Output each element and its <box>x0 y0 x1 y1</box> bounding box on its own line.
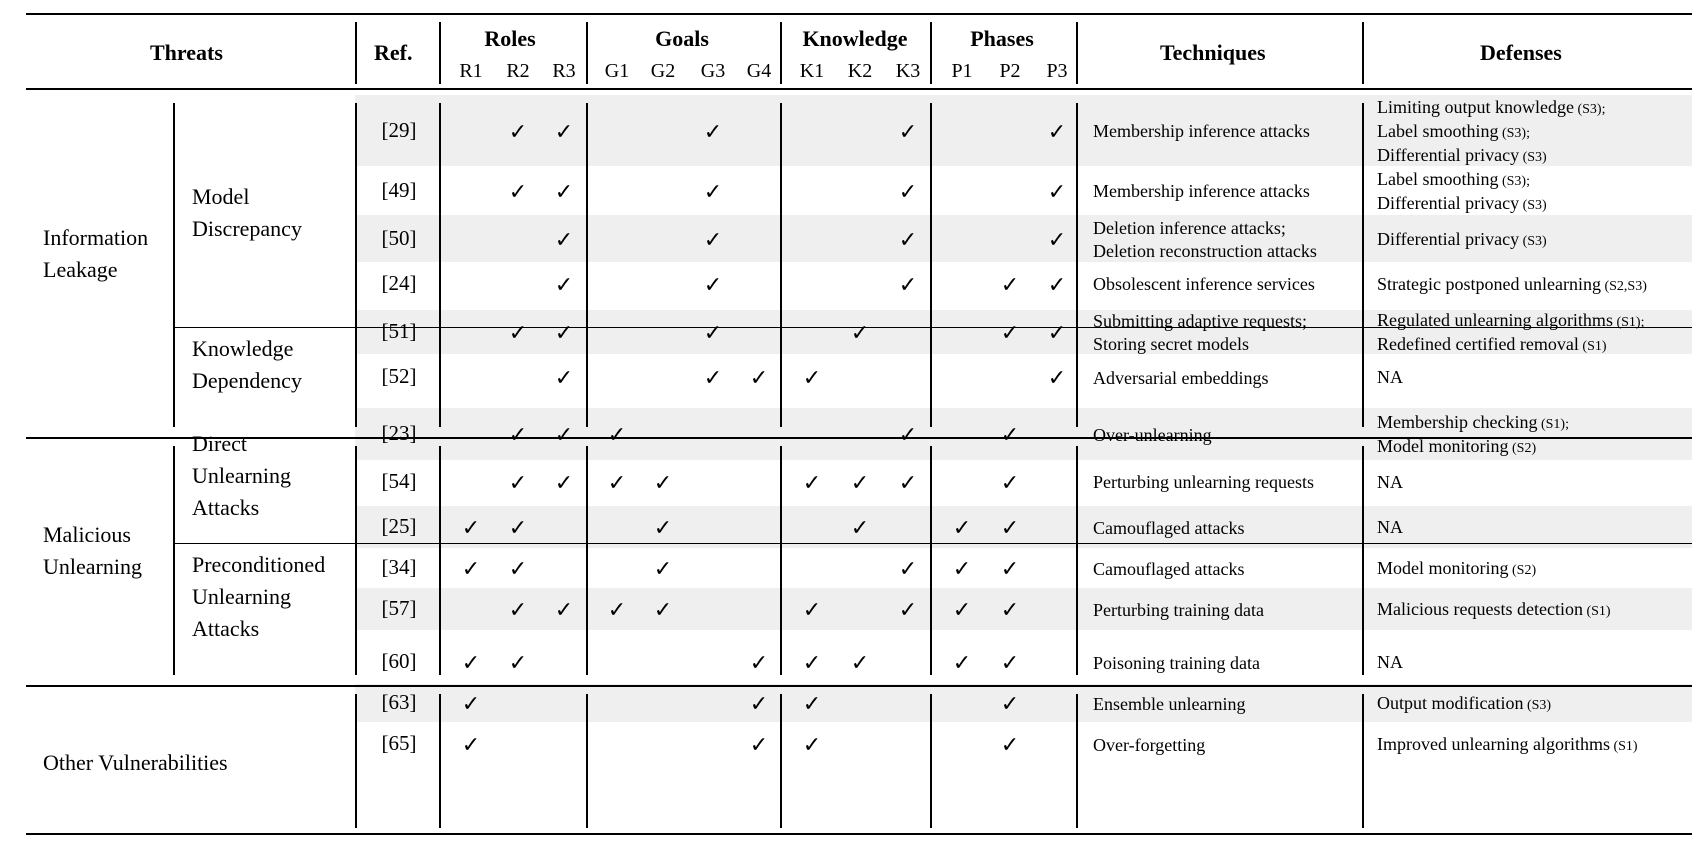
category-label: Malicious <box>43 522 131 547</box>
column-rule <box>439 446 441 675</box>
defense-name: NA <box>1377 517 1403 537</box>
ref-cell: [51] <box>381 319 417 343</box>
ref-cell: [29] <box>381 117 417 142</box>
check-mark: ✓ <box>1047 178 1067 204</box>
category-label: Leakage <box>43 257 118 282</box>
defense-scope: (S2) <box>1508 563 1537 578</box>
defense-text <box>1377 559 1536 578</box>
header-r2: R2 <box>506 60 530 82</box>
defense-text <box>1377 335 1607 354</box>
column-rule <box>1362 103 1364 427</box>
check-mark: ✓ <box>554 226 574 252</box>
check-mark: ✓ <box>1000 691 1020 716</box>
technique-text: Over-unlearning <box>1093 424 1212 445</box>
check-mark: ✓ <box>508 320 528 345</box>
column-rule <box>439 103 441 427</box>
column-rule <box>1076 446 1078 675</box>
defense-name: Redefined certified removal <box>1377 334 1579 354</box>
check-mark: ✓ <box>952 650 972 675</box>
check-mark: ✓ <box>749 732 769 757</box>
ref-cell: [54] <box>381 468 417 493</box>
defense-text <box>1377 735 1638 754</box>
check-mark: ✓ <box>1000 732 1020 757</box>
check-mark: ✓ <box>653 556 673 581</box>
ref-cell: [50] <box>381 225 417 250</box>
check-mark: ✓ <box>508 556 528 581</box>
header-roles: Roles <box>484 26 536 51</box>
check-mark: ✓ <box>461 650 481 675</box>
check-mark: ✓ <box>802 691 822 716</box>
check-mark: ✓ <box>508 422 528 447</box>
column-rule <box>586 103 588 427</box>
check-mark: ✓ <box>554 271 574 297</box>
header-g1: G1 <box>604 60 630 82</box>
check-mark: ✓ <box>850 320 870 345</box>
defense-text <box>1377 694 1551 713</box>
defense-text <box>1377 413 1569 432</box>
check-mark: ✓ <box>898 271 918 297</box>
subcategory-label: Unlearning <box>192 584 291 609</box>
check-mark: ✓ <box>1000 597 1020 622</box>
defense-scope: (S1); <box>1537 417 1569 432</box>
header-p2: P2 <box>999 60 1021 82</box>
defense-scope: (S1); <box>1612 315 1645 330</box>
header-threats: Threats <box>150 40 223 65</box>
defense-scope: (S1) <box>1609 739 1638 754</box>
technique-text: Perturbing training data <box>1093 599 1264 620</box>
ref-cell: [63] <box>381 690 417 714</box>
check-mark: ✓ <box>554 597 574 622</box>
header-g2: G2 <box>650 60 676 82</box>
ref-cell: [34] <box>381 555 417 579</box>
column-rule <box>930 103 932 427</box>
subcategory-label: Preconditioned <box>192 552 326 577</box>
check-mark: ✓ <box>1047 271 1067 297</box>
column-rule <box>439 694 441 828</box>
check-mark: ✓ <box>703 118 723 144</box>
subcategory-label: Unlearning <box>192 463 291 488</box>
check-mark: ✓ <box>952 556 972 581</box>
header-k2: K2 <box>847 60 873 82</box>
defense-name: Strategic postponed unlearning <box>1377 273 1601 294</box>
technique-text: Membership inference attacks <box>1093 181 1310 201</box>
defense-name: Regulated unlearning algorithms <box>1377 310 1613 330</box>
check-mark: ✓ <box>653 515 673 540</box>
defense-text <box>1377 98 1605 117</box>
header-knowledge: Knowledge <box>802 26 908 51</box>
check-mark: ✓ <box>1047 226 1067 252</box>
check-mark: ✓ <box>802 650 822 675</box>
check-mark: ✓ <box>850 650 870 675</box>
defense-name: Label smoothing <box>1377 168 1499 189</box>
check-mark: ✓ <box>952 597 972 622</box>
header-g4: G4 <box>746 60 772 82</box>
technique-text: Camouflaged attacks <box>1093 517 1245 538</box>
defense-scope: (S3); <box>1498 173 1530 189</box>
check-mark: ✓ <box>508 515 528 540</box>
defense-name: Model monitoring <box>1377 436 1509 456</box>
technique-text: Ensemble unlearning <box>1093 693 1246 714</box>
check-mark: ✓ <box>1000 556 1020 581</box>
header-defenses: Defenses <box>1480 40 1562 65</box>
check-mark: ✓ <box>898 597 918 622</box>
subcategory-label: Discrepancy <box>192 216 302 241</box>
header-techniques: Techniques <box>1160 40 1266 65</box>
check-mark: ✓ <box>802 597 822 622</box>
check-mark: ✓ <box>1000 271 1020 297</box>
header-phases: Phases <box>970 26 1034 51</box>
defense-name: NA <box>1377 652 1403 672</box>
check-mark: ✓ <box>703 178 723 204</box>
check-mark: ✓ <box>749 365 769 390</box>
check-mark: ✓ <box>850 469 870 495</box>
check-mark: ✓ <box>461 515 481 540</box>
subgroup-rule <box>174 543 1692 544</box>
defense-scope: (S3) <box>1523 698 1552 713</box>
technique-text: Camouflaged attacks <box>1093 558 1245 579</box>
check-mark: ✓ <box>1047 365 1067 390</box>
defense-text <box>1377 600 1611 619</box>
column-rule <box>780 694 782 828</box>
check-mark: ✓ <box>554 469 574 495</box>
defense-scope: (S2,S3) <box>1600 278 1647 294</box>
defense-scope: (S1) <box>1578 339 1607 354</box>
column-rule <box>355 22 357 84</box>
category-label: Other Vulnerabilities <box>43 750 228 775</box>
technique-text: Perturbing unlearning requests <box>1093 472 1314 492</box>
check-mark: ✓ <box>461 556 481 581</box>
category-label: Information <box>43 225 149 250</box>
technique-text: Storing secret models <box>1093 334 1249 354</box>
defense-scope: (S1) <box>1582 604 1611 619</box>
defense-scope: (S2) <box>1508 441 1537 456</box>
defense-name: Label smoothing <box>1377 120 1499 141</box>
check-mark: ✓ <box>1047 320 1067 345</box>
defense-name: Output modification <box>1377 693 1524 713</box>
check-mark: ✓ <box>898 469 918 495</box>
ref-cell: [49] <box>381 177 417 202</box>
check-mark: ✓ <box>1047 118 1067 144</box>
check-mark: ✓ <box>703 320 723 345</box>
defense-text <box>1377 275 1647 294</box>
defense-name: Improved unlearning algorithms <box>1377 734 1610 754</box>
defense-name: Differential privacy <box>1377 228 1520 249</box>
column-rule <box>355 694 357 828</box>
technique-text: Adversarial embeddings <box>1093 367 1269 388</box>
check-mark: ✓ <box>898 422 918 447</box>
check-mark: ✓ <box>1000 469 1020 495</box>
check-mark: ✓ <box>952 515 972 540</box>
check-mark: ✓ <box>1000 650 1020 675</box>
column-rule <box>355 446 357 675</box>
bottom-rule <box>26 833 1692 835</box>
check-mark: ✓ <box>749 691 769 716</box>
ref-cell: [57] <box>381 596 417 620</box>
header-k1: K1 <box>799 60 825 82</box>
column-rule <box>1076 103 1078 427</box>
check-mark: ✓ <box>653 597 673 622</box>
check-mark: ✓ <box>461 691 481 716</box>
ref-cell: [60] <box>381 649 417 673</box>
check-mark: ✓ <box>703 226 723 252</box>
check-mark: ✓ <box>508 597 528 622</box>
check-mark: ✓ <box>461 732 481 757</box>
column-rule <box>586 446 588 675</box>
check-mark: ✓ <box>1000 320 1020 345</box>
check-mark: ✓ <box>554 118 574 144</box>
header-p3: P3 <box>1046 60 1068 82</box>
check-mark: ✓ <box>703 271 723 297</box>
column-rule <box>1076 694 1078 828</box>
column-rule <box>586 694 588 828</box>
defense-name: Model monitoring <box>1377 558 1509 578</box>
check-mark: ✓ <box>898 226 918 252</box>
check-mark: ✓ <box>554 178 574 204</box>
technique-text: Obsolescent inference services <box>1093 274 1315 294</box>
column-rule <box>1362 446 1364 675</box>
check-mark: ✓ <box>898 118 918 144</box>
defense-scope: (S3) <box>1519 233 1547 249</box>
defense-name: NA <box>1377 367 1403 387</box>
column-rule <box>780 446 782 675</box>
check-mark: ✓ <box>554 365 574 390</box>
defense-text <box>1377 518 1403 536</box>
row-shade <box>355 506 1692 548</box>
header-p1: P1 <box>951 60 973 82</box>
column-rule <box>930 694 932 828</box>
check-mark: ✓ <box>1000 515 1020 540</box>
header-rule <box>26 88 1692 90</box>
check-mark: ✓ <box>898 178 918 204</box>
check-mark: ✓ <box>554 320 574 345</box>
check-mark: ✓ <box>802 469 822 495</box>
subcategory-label: Dependency <box>192 368 302 393</box>
defense-text <box>1377 473 1403 491</box>
header-r1: R1 <box>459 60 483 82</box>
defense-text <box>1377 170 1530 189</box>
check-mark: ✓ <box>1000 422 1020 447</box>
column-rule <box>780 103 782 427</box>
technique-text: Deletion reconstruction attacks <box>1093 240 1317 261</box>
subcategory-label: Knowledge <box>192 336 294 361</box>
technique-text: Over-forgetting <box>1093 734 1206 755</box>
technique-text: Submitting adaptive requests; <box>1093 311 1307 331</box>
defense-text <box>1377 653 1403 671</box>
check-mark: ✓ <box>898 556 918 581</box>
header-g3: G3 <box>700 60 726 82</box>
technique-text: Deletion inference attacks; <box>1093 217 1286 238</box>
defense-text <box>1377 122 1530 141</box>
defense-text <box>1377 146 1547 165</box>
defense-scope: (S3); <box>1573 101 1606 117</box>
check-mark: ✓ <box>703 365 723 390</box>
column-rule <box>1362 22 1364 84</box>
defense-name: Membership checking <box>1377 412 1538 432</box>
check-mark: ✓ <box>653 469 673 495</box>
defense-name: Malicious requests detection <box>1377 599 1583 619</box>
check-mark: ✓ <box>802 732 822 757</box>
defense-text <box>1377 230 1547 249</box>
top-rule <box>26 13 1692 15</box>
column-rule <box>355 103 357 427</box>
column-rule <box>1362 694 1364 828</box>
header-ref: Ref. <box>374 40 413 65</box>
defense-text <box>1377 437 1536 456</box>
category-rule <box>173 103 175 427</box>
header-r3: R3 <box>552 60 576 82</box>
header-goals: Goals <box>655 26 709 51</box>
defense-scope: (S3) <box>1519 149 1547 165</box>
defense-name: Differential privacy <box>1377 192 1520 213</box>
check-mark: ✓ <box>749 650 769 675</box>
ref-cell: [65] <box>381 731 417 755</box>
category-label: Unlearning <box>43 554 142 579</box>
defense-text <box>1377 311 1644 330</box>
defense-name: Limiting output knowledge <box>1377 96 1574 117</box>
ref-cell: [25] <box>381 514 417 538</box>
check-mark: ✓ <box>607 597 627 622</box>
check-mark: ✓ <box>508 469 528 495</box>
subcategory-label: Model <box>192 184 250 209</box>
defense-scope: (S3); <box>1498 125 1530 141</box>
subcategory-label: Attacks <box>192 616 260 641</box>
defense-text <box>1377 194 1547 213</box>
ref-cell: [23] <box>381 421 417 445</box>
column-rule <box>930 446 932 675</box>
check-mark: ✓ <box>607 422 627 447</box>
defense-text <box>1377 368 1403 386</box>
check-mark: ✓ <box>554 422 574 447</box>
technique-text: Poisoning training data <box>1093 652 1260 673</box>
check-mark: ✓ <box>607 469 627 495</box>
ref-cell: [24] <box>381 270 417 295</box>
check-mark: ✓ <box>508 118 528 144</box>
subcategory-label: Attacks <box>192 495 260 520</box>
subcategory-label: Direct <box>192 431 247 456</box>
defense-name: NA <box>1377 471 1403 492</box>
header-k3: K3 <box>895 60 921 82</box>
section-rule <box>26 685 1692 687</box>
defense-name: Differential privacy <box>1377 144 1520 165</box>
check-mark: ✓ <box>802 365 822 390</box>
check-mark: ✓ <box>508 650 528 675</box>
check-mark: ✓ <box>508 178 528 204</box>
check-mark: ✓ <box>850 515 870 540</box>
category-rule <box>173 446 175 675</box>
ref-cell: [52] <box>381 364 417 388</box>
technique-text: Membership inference attacks <box>1093 121 1310 141</box>
defense-scope: (S3) <box>1519 197 1547 213</box>
